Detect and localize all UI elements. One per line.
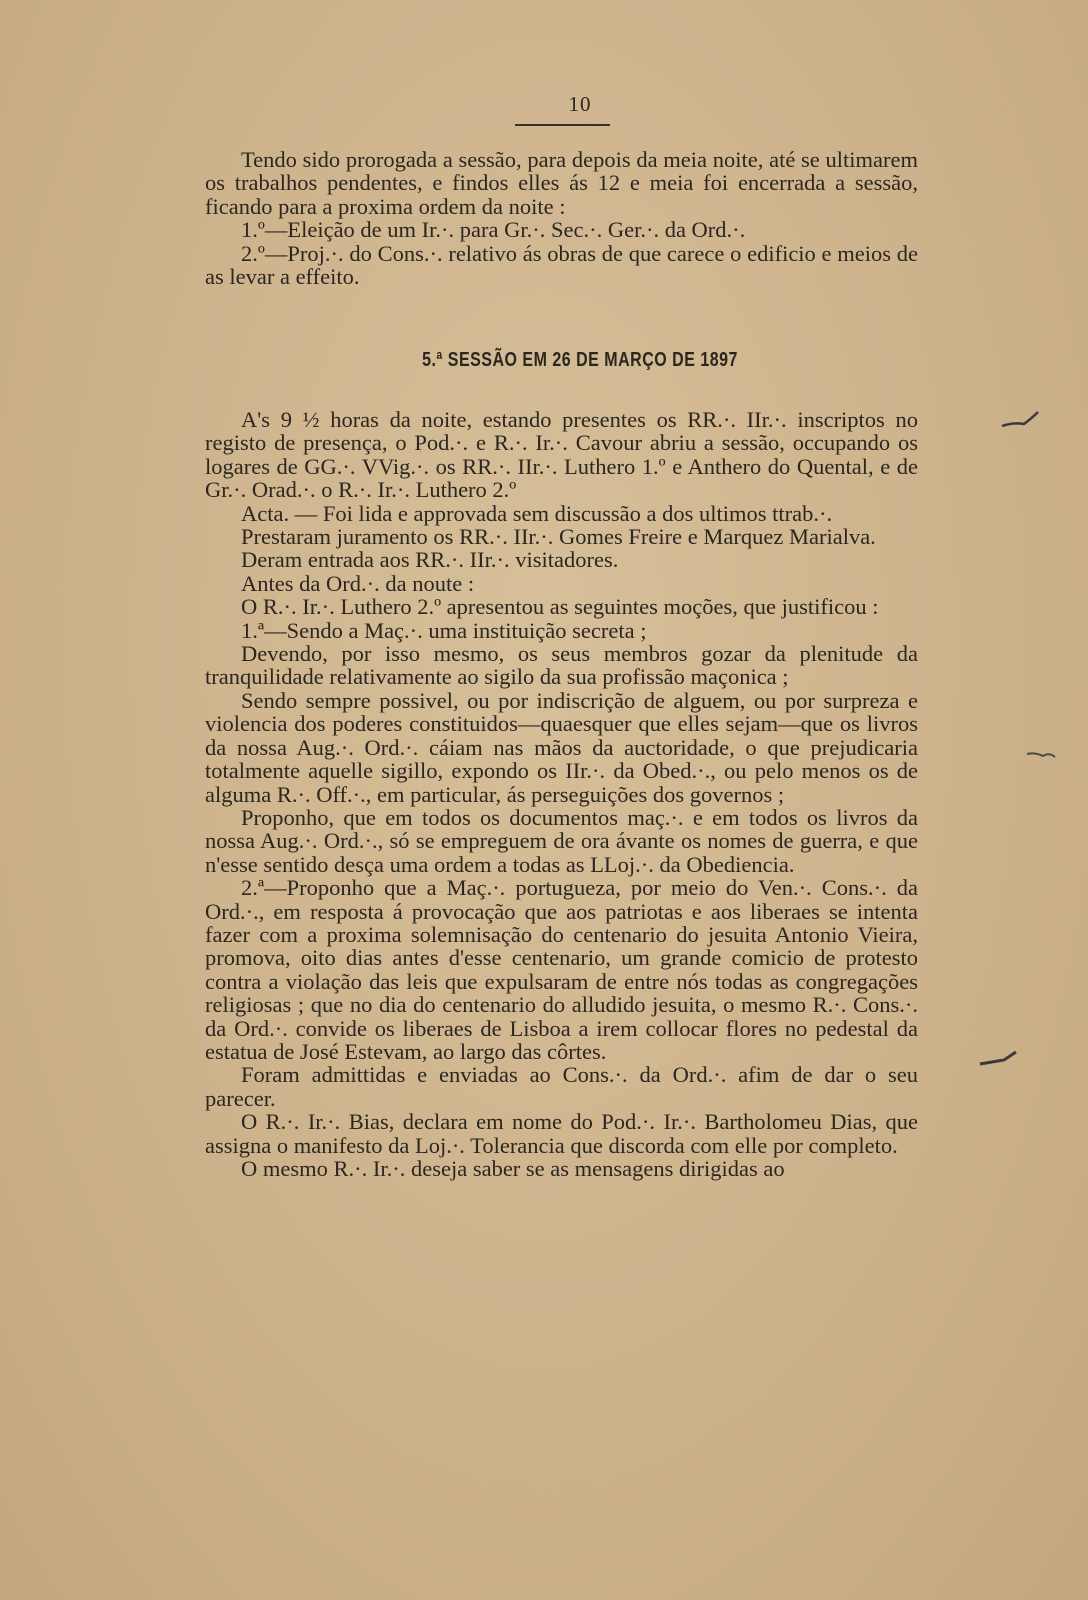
paragraph: Tendo sido prorogada a sessão, para depois da meia noite, até se ultimarem os trabalhos pendentes, e findos elles ás 12 e meia foi encerrada a sessão, ficando para a proxima ordem da noite : bbox=[205, 147, 918, 219]
paragraph: 2.º—Proj.·. do Cons.·. relativo ás obras de que carece o edificio e meios de as levar a effeito. bbox=[205, 240, 918, 290]
paragraph: A's 9 ½ horas da noite, estando presentes os RR.·. IIr.·. inscriptos no registo de presença, o Pod.·. e R.·. Ir.·. Cavour abriu a sessão, occupando os logares de GG.·. VVig.·. os RR.·. IIr.·. Luthero 1.º e Anthero do Quental, e de Gr.·. Orad.·. o R.·. Ir.·. Luthero 2.º bbox=[205, 407, 918, 503]
paragraph: 1.º—Eleição de um Ir.·. para Gr.·. Sec.·. Ger.·. da Ord.·. bbox=[241, 217, 746, 243]
paragraph: Foram admittidas e enviadas ao Cons.·. da Ord.·. afim de dar o seu parecer. bbox=[205, 1062, 918, 1111]
page-number: 10 bbox=[568, 92, 592, 116]
paragraph: O R.·. Ir.·. Bias, declara em nome do Pod.·. Ir.·. Bartholomeu Dias, que assigna o manifesto da Loj.·. Tolerancia que discorda com elle por completo. bbox=[205, 1109, 918, 1158]
margin-ink-mark bbox=[1025, 748, 1065, 758]
paragraph: 2.ª—Proponho que a Maç.·. portugueza, por meio do Ven.·. Cons.·. da Ord.·., em resposta á provocação que aos patriotas e aos liberaes se intenta fazer com a proxima solemnisação do centenario do jesuita Antonio Vieira, promova, oito dias antes d'esse centenario, um grande comicio de protesto contra a violação das leis que expulsaram de entre nós todas as congregações religiosas ; que no dia do centenario do alludido jesuita, o mesmo R.·. Cons.·. da Ord.·. convide os liberaes de Lisboa a irem collocar flores no pedestal da estatua de José Estevam, ao largo das côrtes. bbox=[205, 875, 918, 1064]
margin-ink-mark bbox=[1000, 408, 1040, 418]
intro-text bbox=[205, 148, 918, 288]
page-number-rule bbox=[515, 124, 610, 126]
margin-ink-mark bbox=[978, 1050, 1018, 1060]
paragraph: 1.ª—Sendo a Maç.·. uma instituição secreta ; bbox=[241, 617, 647, 643]
paragraph: O mesmo R.·. Ir.·. deseja saber se as mensagens dirigidas ao bbox=[241, 1156, 785, 1181]
paragraph: Deram entrada aos RR.·. IIr.·. visitadores. bbox=[241, 547, 619, 573]
paragraph: Acta. — Foi lida e approvada sem discussão a dos ultimos ttrab.·. bbox=[241, 500, 833, 526]
section-heading: 5.ª SESSÃO EM 26 DE MARÇO DE 1897 bbox=[422, 349, 738, 371]
paragraph: Sendo sempre possivel, ou por indiscrição de alguem, ou por surpreza e violencia dos poderes constituidos—quaesquer que elles sejam—que os livros da nossa Aug.·. Ord.·. cáiam nas mãos da auctoridade, o que prejudicaria totalmente aquelle sigillo, expondo os IIr.·. da Obed.·., ou pelo menos os de alguma R.·. Off.·., em particular, ás perseguições dos governos ; bbox=[205, 687, 918, 807]
paragraph: Proponho, que em todos os documentos maç.·. e em todos os livros da nossa Aug.·. Ord.·., só se empreguem de ora ávante os nomes de guerra, e que n'esse sentido desça uma ordem a todas as LLoj.·. da Obediencia. bbox=[205, 804, 918, 877]
paragraph: Prestaram juramento os RR.·. IIr.·. Gomes Freire e Marquez Marialva. bbox=[241, 524, 876, 550]
paragraph: Antes da Ord.·. da noute : bbox=[241, 570, 475, 596]
paragraph: Devendo, por isso mesmo, os seus membros gozar da plenitude da tranquilidade relativamente ao sigilo da sua profissão maçonica ; bbox=[205, 641, 918, 690]
session-text bbox=[205, 408, 918, 1180]
paragraph: O R.·. Ir.·. Luthero 2.º apresentou as seguintes moções, que justificou : bbox=[241, 594, 879, 620]
